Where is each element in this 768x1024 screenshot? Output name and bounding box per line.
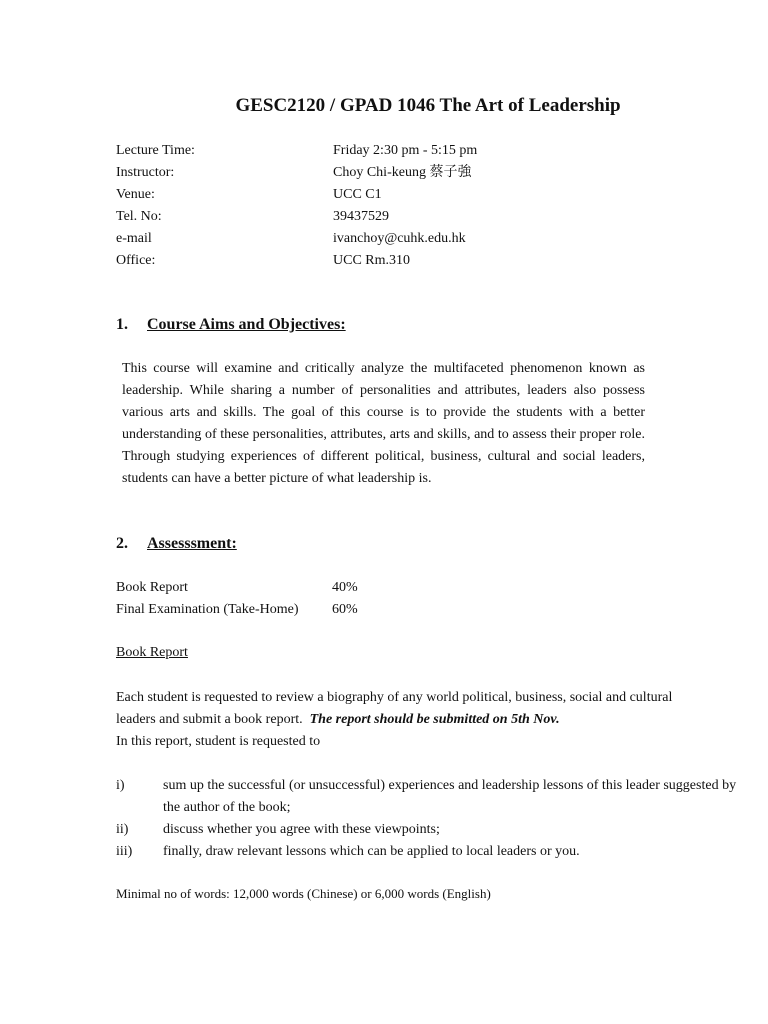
info-value: 39437529 bbox=[333, 209, 389, 224]
word-count-requirement: Minimal no of words: 12,000 words (Chinese) or 6,000 words (English) bbox=[116, 886, 491, 901]
assessment-weight: 40% bbox=[332, 580, 358, 595]
info-label: Venue: bbox=[116, 187, 155, 202]
assessment-weight: 60% bbox=[332, 602, 358, 617]
info-label: Instructor: bbox=[116, 165, 175, 180]
list-text: discuss whether you agree with these viewpoints; bbox=[163, 822, 440, 837]
list-text: finally, draw relevant lessons which can be applied to local leaders or you. bbox=[163, 844, 580, 859]
section-title: Assesssment: bbox=[147, 535, 237, 552]
info-label: Lecture Time: bbox=[116, 143, 195, 158]
intro-text: Each student is requested to review a biography of any world political, business, social and cultural leaders and submit a book report. bbox=[116, 690, 673, 727]
list-text: sum up the successful (or unsuccessful) experiences and leadership lessons of this leader suggested by the author of the book; bbox=[163, 778, 737, 815]
section-number: 2. bbox=[116, 535, 128, 552]
list-marker: i) bbox=[116, 778, 125, 793]
info-label: e-mail bbox=[116, 231, 152, 246]
info-value: Choy Chi-keung 蔡子強 bbox=[333, 165, 472, 180]
assessment-label: Final Examination (Take-Home) bbox=[116, 602, 299, 617]
assessment-label: Book Report bbox=[116, 580, 188, 595]
section-number: 1. bbox=[116, 316, 128, 333]
section-title: Course Aims and Objectives: bbox=[147, 316, 346, 333]
section-heading-assessment bbox=[116, 535, 237, 553]
deadline-text: The report should be submitted on 5th Nov. bbox=[309, 712, 560, 727]
info-value: UCC Rm.310 bbox=[333, 253, 411, 268]
course-aims-paragraph: This course will examine and critically analyze the multifaceted phenomenon known as leadership. While sharing a number of personalities and attributes, leaders also possess various arts and skills. The goal of this course is to provide the students with a better understanding of these personalities, attributes, arts and skills, and to assess their proper role. Through studying experiences of different political, business, cultural and social leaders, students can have a better picture of what leadership is. bbox=[122, 361, 645, 486]
book-report-intro bbox=[116, 687, 686, 753]
lead-in-text: In this report, student is requested to bbox=[116, 734, 321, 749]
section-heading-course-aims bbox=[116, 316, 346, 334]
book-report-heading: Book Report bbox=[116, 645, 188, 660]
info-label: Office: bbox=[116, 253, 156, 268]
info-label: Tel. No: bbox=[116, 209, 162, 224]
page-title: GESC2120 / GPAD 1046 The Art of Leadership bbox=[235, 95, 621, 116]
info-value: Friday 2:30 pm - 5:15 pm bbox=[333, 143, 478, 158]
list-marker: iii) bbox=[116, 844, 133, 859]
info-value: ivanchoy@cuhk.edu.hk bbox=[333, 231, 466, 246]
list-marker: ii) bbox=[116, 822, 129, 837]
info-value: UCC C1 bbox=[333, 187, 382, 202]
